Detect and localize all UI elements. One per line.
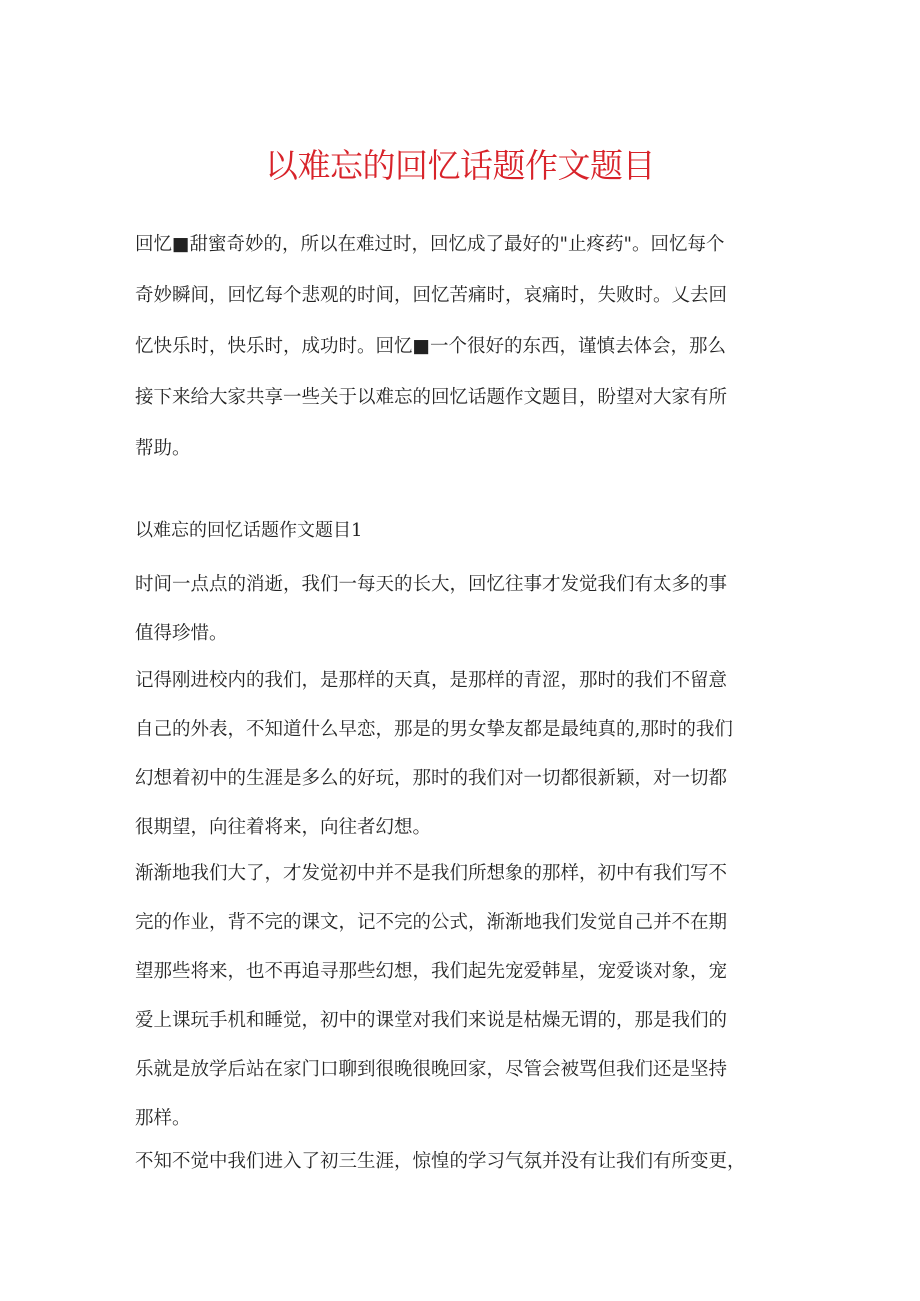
paragraph-4 [135,1137,795,1186]
paragraph-line: 不知不觉中我们进入了初三生涯，惊惶的学习气氛并没有让我们有所变更， [135,1151,746,1172]
intro-line: 接下来给大家共享一些关于以难忘的回忆话题作文题目，盼望对大家有所 [135,387,728,408]
paragraph-line: 渐渐地我们大了，才发觉初中并不是我们所想象的那样，初中有我们写不 [135,863,728,884]
paragraph-1 [135,560,795,658]
paragraph-line: 值得珍惜。 [135,623,228,644]
paragraph-line: 很期望，向往着将来，向往者幻想。 [135,817,432,838]
paragraph-line: 自己的外表，不知道什么早恋，那是的男女挚友都是最纯真的,那时的我们 [135,719,733,740]
paragraph-2 [135,656,795,852]
intro-line: 奇妙瞬间，回忆每个悲观的时间，回忆苦痛时，哀痛时，失败时。乂去回 [135,285,728,306]
paragraph-line: 乐就是放学后站在家门口聊到很晚很晚回家，尽管会被骂但我们还是坚持 [135,1059,728,1080]
intro-line: 忆快乐时，快乐时，成功时。回忆■一个很好的东西，谨慎去体会，那么 [135,336,726,357]
section-heading: 以难忘的回忆话题作文题目1 [135,520,363,541]
paragraph-line: 完的作业，背不完的课文，记不完的公式，渐渐地我们发觉自己并不在期 [135,912,728,933]
paragraph-line: 爱上课玩手机和睡觉，初中的课堂对我们来说是枯燥无谓的，那是我们的 [135,1010,728,1031]
paragraph-line: 幻想着初中的生涯是多么的好玩，那时的我们对一切都很新颖，对一切都 [135,768,728,789]
page-title: 以难忘的回忆话题作文题目 [265,146,655,185]
paragraph-line: 望那些将来，也不再追寻那些幻想，我们起先宠爱韩星，宠爱谈对象，宠 [135,961,728,982]
intro-paragraph [135,219,795,474]
intro-line: 回忆■甜蜜奇妙的，所以在难过时，回忆成了最好的"止疼药"。回忆每个 [135,234,725,255]
intro-line: 帮助。 [135,438,191,459]
paragraph-line: 那样。 [135,1108,191,1129]
paragraph-line: 记得刚进校内的我们，是那样的天真，是那样的青涩，那时的我们不留意 [135,670,728,691]
paragraph-line: 时间一点点的消逝，我们一每天的长大，回忆往事才发觉我们有太多的事 [135,574,728,595]
paragraph-3 [135,849,795,1143]
